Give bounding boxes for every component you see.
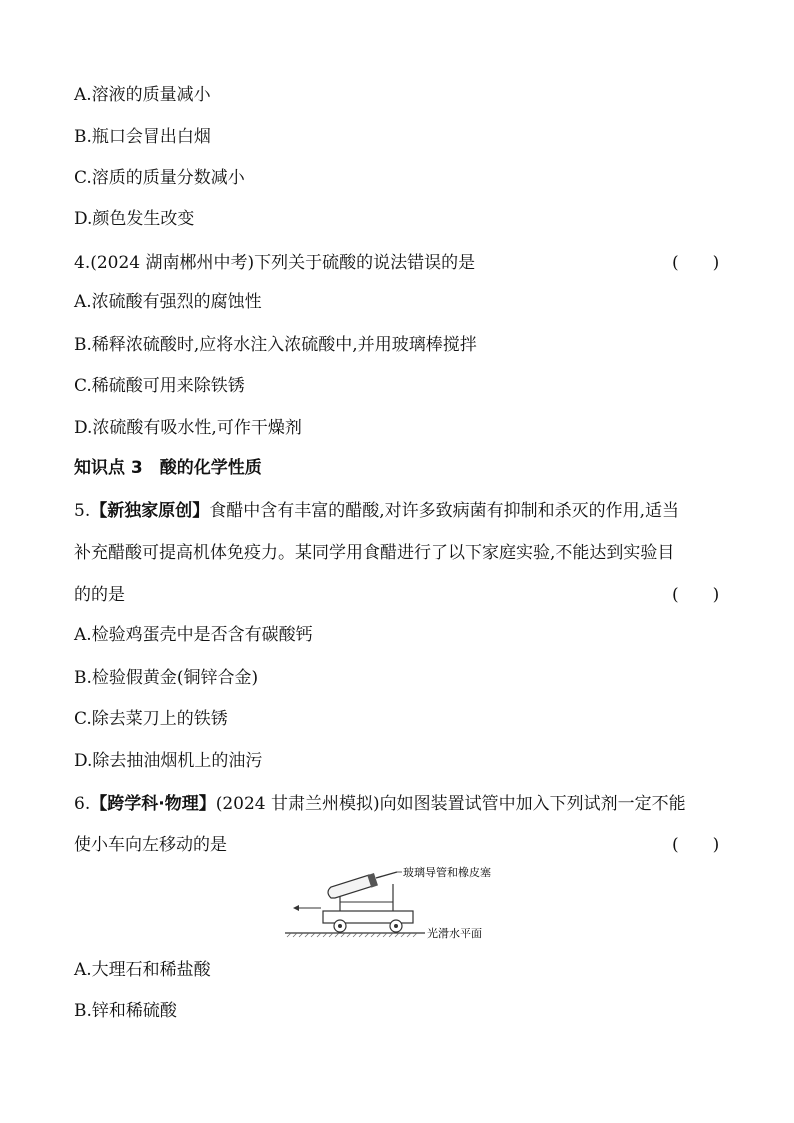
left-arrow-icon xyxy=(293,905,321,911)
q6-stem-line2: 使小车向左移动的是 xyxy=(74,835,227,855)
q6-option-b: B.锌和稀硫酸 xyxy=(74,1001,177,1021)
tube-label: 玻璃导管和橡皮塞 xyxy=(403,866,491,879)
q3-option-d: D.颜色发生改变 xyxy=(74,209,195,229)
q6-number: 6. xyxy=(74,794,91,814)
q5-stem-line2: 补充醋酸可提高机体免疫力。某同学用食醋进行了以下家庭实验,不能达到实验目 xyxy=(74,543,675,563)
q6-tag: 【跨学科·物理】 xyxy=(90,794,216,814)
test-tube xyxy=(328,872,397,898)
q4-stem: 4.(2024 湖南郴州中考)下列关于硫酸的说法错误的是 xyxy=(74,253,476,273)
q4-answer-paren: ( ) xyxy=(672,253,720,273)
q5-option-a: A.检验鸡蛋壳中是否含有碳酸钙 xyxy=(74,625,313,645)
q5-option-d: D.除去抽油烟机上的油污 xyxy=(74,751,263,771)
q3-option-b: B.瓶口会冒出白烟 xyxy=(74,127,211,147)
q5-tag: 【新独家原创】 xyxy=(90,501,210,521)
q3-option-a: A.溶液的质量减小 xyxy=(74,85,211,105)
q5-number: 5. xyxy=(74,501,91,521)
q5-option-c: C.除去菜刀上的铁锈 xyxy=(74,709,228,729)
q5-stem-line3: 的的是 xyxy=(74,585,125,605)
q6-stem-text: (2024 甘肃兰州模拟)向如图装置试管中加入下列试剂一定不能 xyxy=(215,794,686,814)
q5-answer-paren: ( ) xyxy=(672,585,720,605)
q4-option-a: A.浓硫酸有强烈的腐蚀性 xyxy=(74,292,262,312)
section-title: 知识点 3 酸的化学性质 xyxy=(74,458,262,478)
q4-option-c: C.稀硫酸可用来除铁锈 xyxy=(74,376,245,396)
q3-option-c: C.溶质的质量分数减小 xyxy=(74,168,245,188)
q6-answer-paren: ( ) xyxy=(672,835,720,855)
q4-option-d: D.浓硫酸有吸水性,可作干燥剂 xyxy=(74,418,302,438)
q6-option-a: A.大理石和稀盐酸 xyxy=(74,960,211,980)
smooth-surface xyxy=(285,933,425,937)
q5-option-b: B.检验假黄金(铜锌合金) xyxy=(74,668,259,688)
q4-option-b: B.稀释浓硫酸时,应将水注入浓硫酸中,并用玻璃棒搅拌 xyxy=(74,335,477,355)
surface-label: 光滑水平面 xyxy=(427,927,482,940)
q5-stem-line1 xyxy=(74,500,679,522)
q6-stem-line1 xyxy=(74,793,686,815)
cart-apparatus-figure xyxy=(285,862,545,944)
q5-stem-text: 食醋中含有丰富的醋酸,对许多致病菌有抑制和杀灭的作用,适当 xyxy=(209,501,680,521)
